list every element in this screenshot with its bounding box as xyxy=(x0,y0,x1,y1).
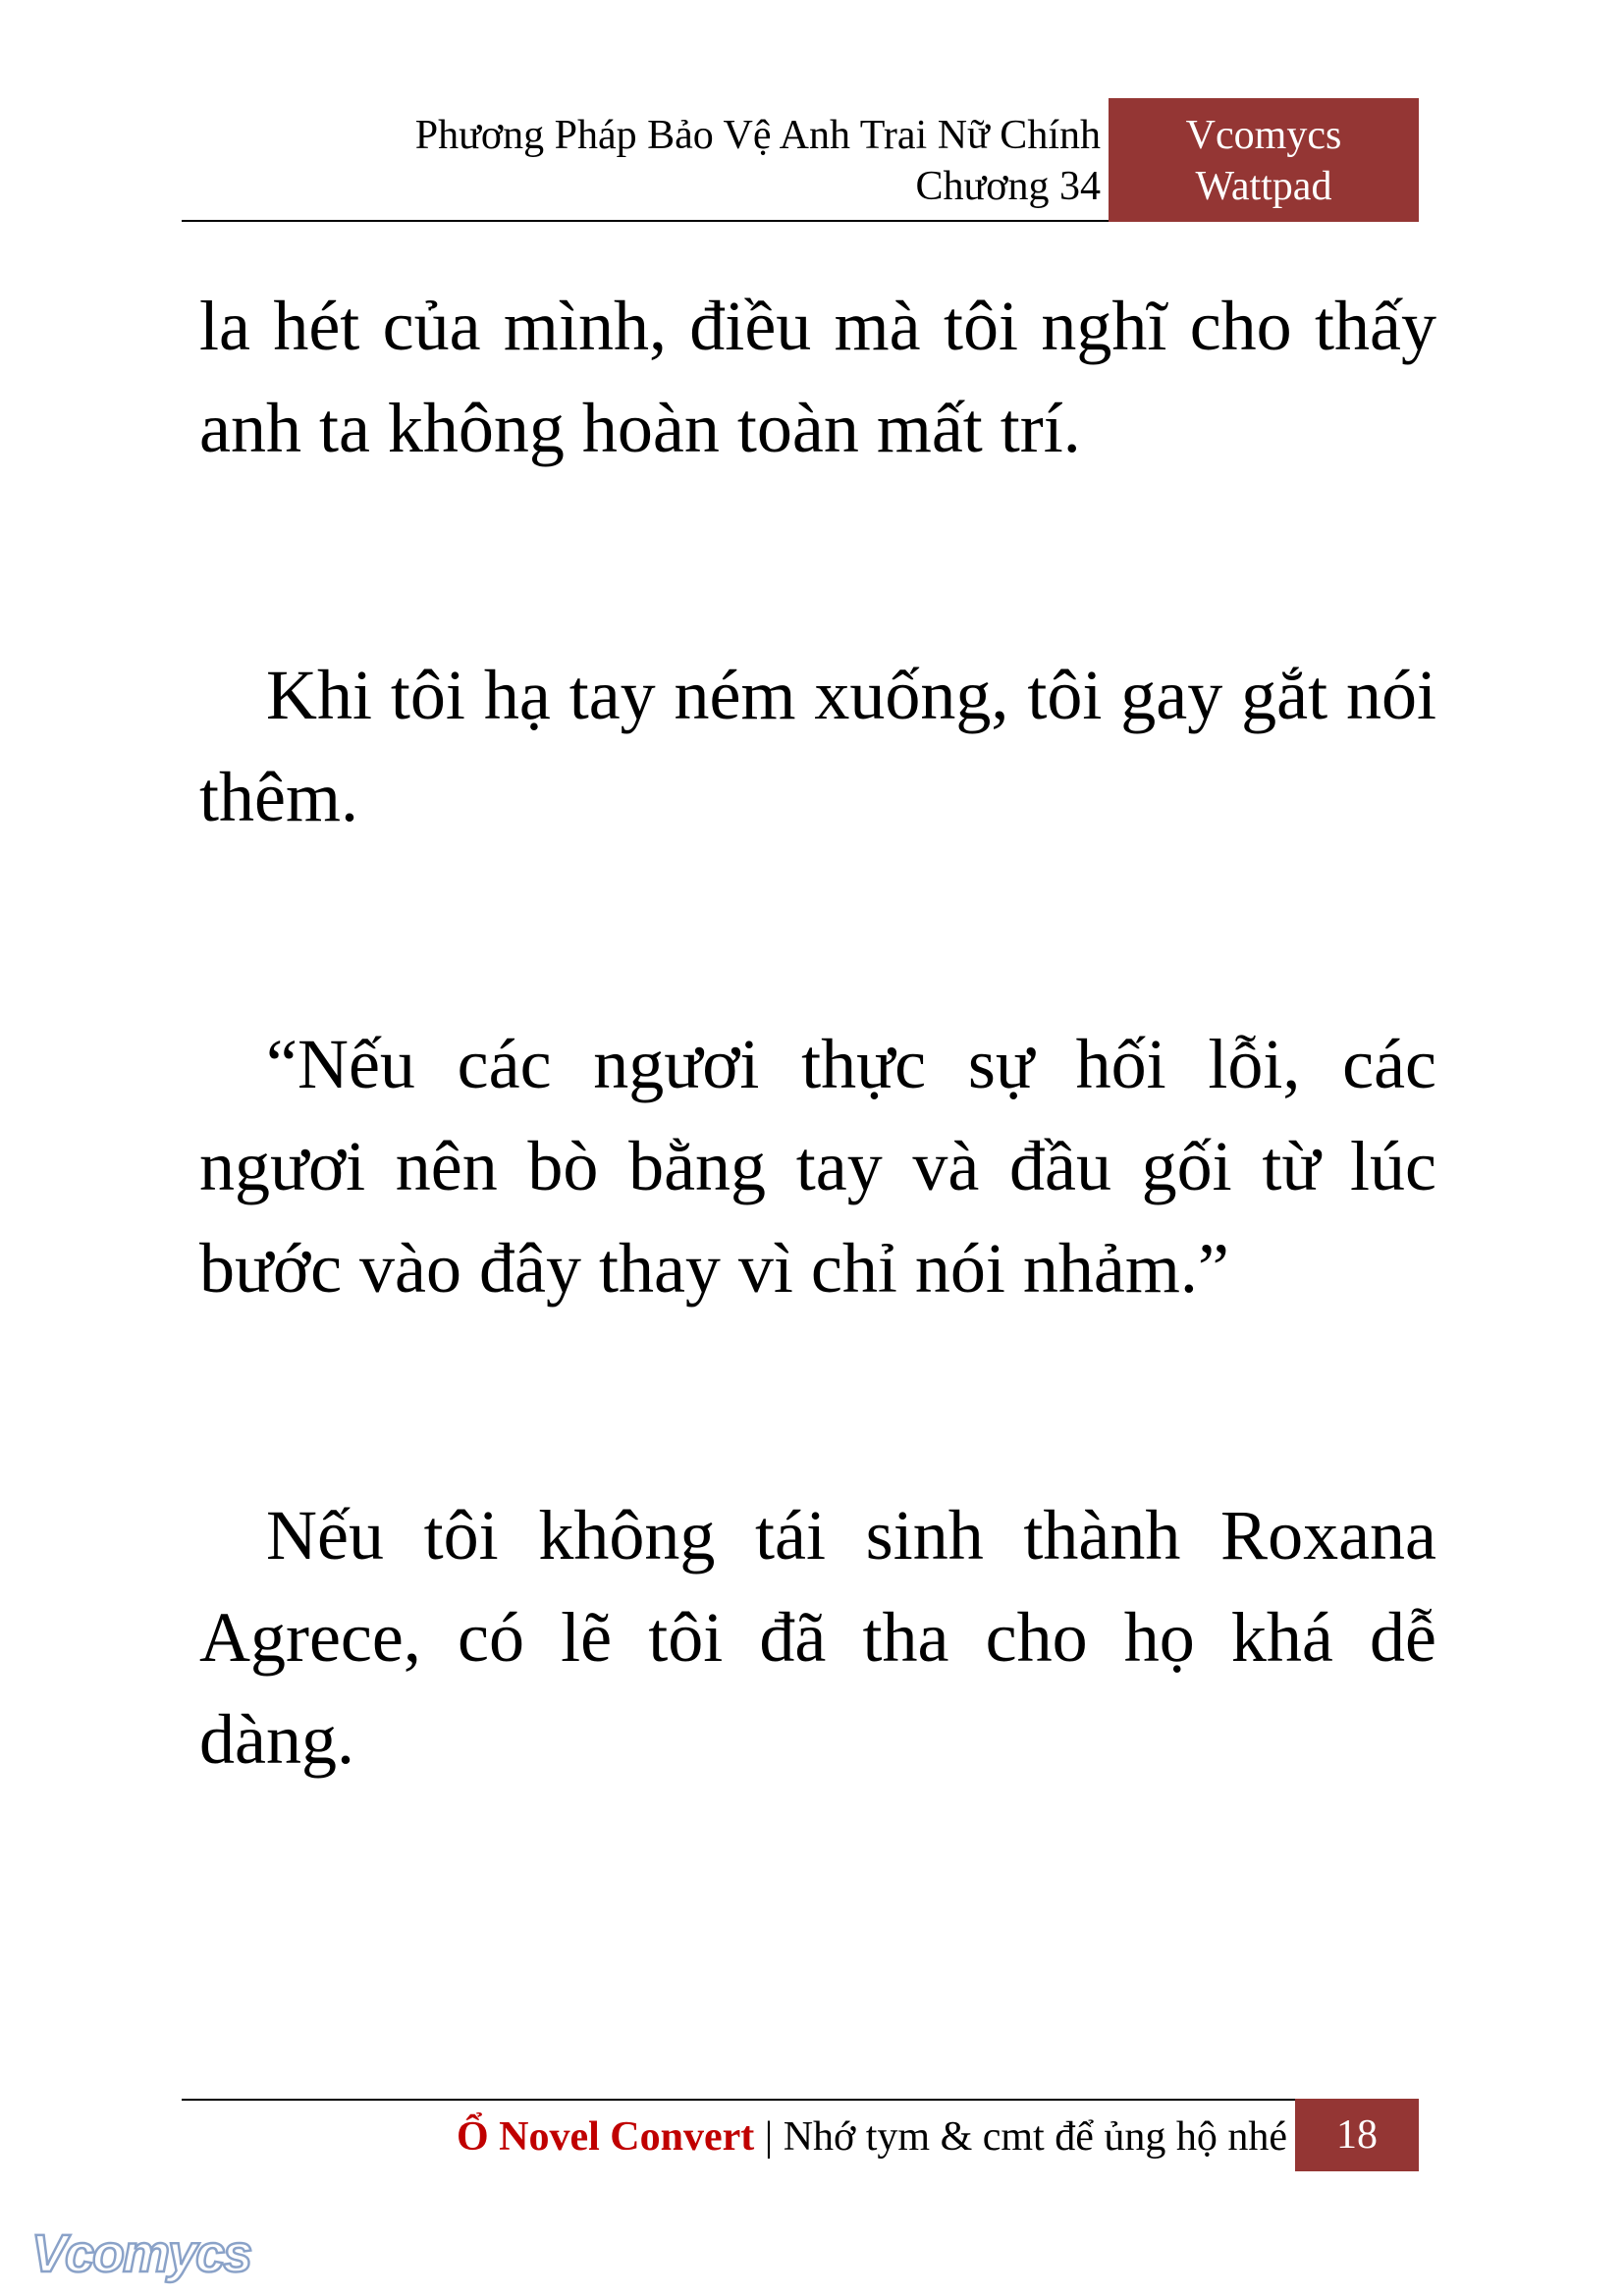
footer-brand: Ổ Novel Convert xyxy=(456,2114,755,2160)
page-number: 18 xyxy=(1295,2099,1419,2171)
watermark-text: Vcomycs xyxy=(31,2224,251,2283)
source-badge-line2: Wattpad xyxy=(1195,164,1332,209)
footer-separator: | xyxy=(754,2114,784,2160)
watermark-logo-icon xyxy=(27,2220,253,2289)
book-title: Phương Pháp Bảo Vệ Anh Trai Nữ Chính xyxy=(414,113,1101,158)
header-divider xyxy=(182,220,1109,222)
vcomycs-watermark-logo xyxy=(27,2220,253,2289)
paragraph: Khi tôi hạ tay ném xuống, tôi gay gắt nói thêm. xyxy=(199,656,1436,836)
page-header xyxy=(182,98,1419,222)
footer-text xyxy=(457,2112,1287,2162)
paragraph: la hét của mình, điều mà tôi nghĩ cho thấy anh ta không hoàn toàn mất trí. xyxy=(199,287,1436,467)
paragraph: Nếu tôi không tái sinh thành Roxana Agrece, có lẽ tôi đã tha cho họ khá dễ dàng. xyxy=(199,1496,1436,1779)
paragraph: “Nếu các ngươi thực sự hối lỗi, các ngươi nên bò bằng tay và đầu gối từ lúc bước vào đây thay vì chỉ nói nhảm.” xyxy=(199,1025,1436,1308)
footer-note: Nhớ tym & cmt để ủng hộ nhé xyxy=(783,2114,1287,2160)
chapter-label: Chương 34 xyxy=(915,164,1101,209)
source-badge xyxy=(1109,98,1419,222)
page-body xyxy=(199,275,1436,1955)
footer-divider xyxy=(182,2099,1303,2101)
page-footer xyxy=(182,2099,1419,2171)
source-badge-line1: Vcomycs xyxy=(1185,113,1342,158)
header-text xyxy=(415,110,1101,212)
